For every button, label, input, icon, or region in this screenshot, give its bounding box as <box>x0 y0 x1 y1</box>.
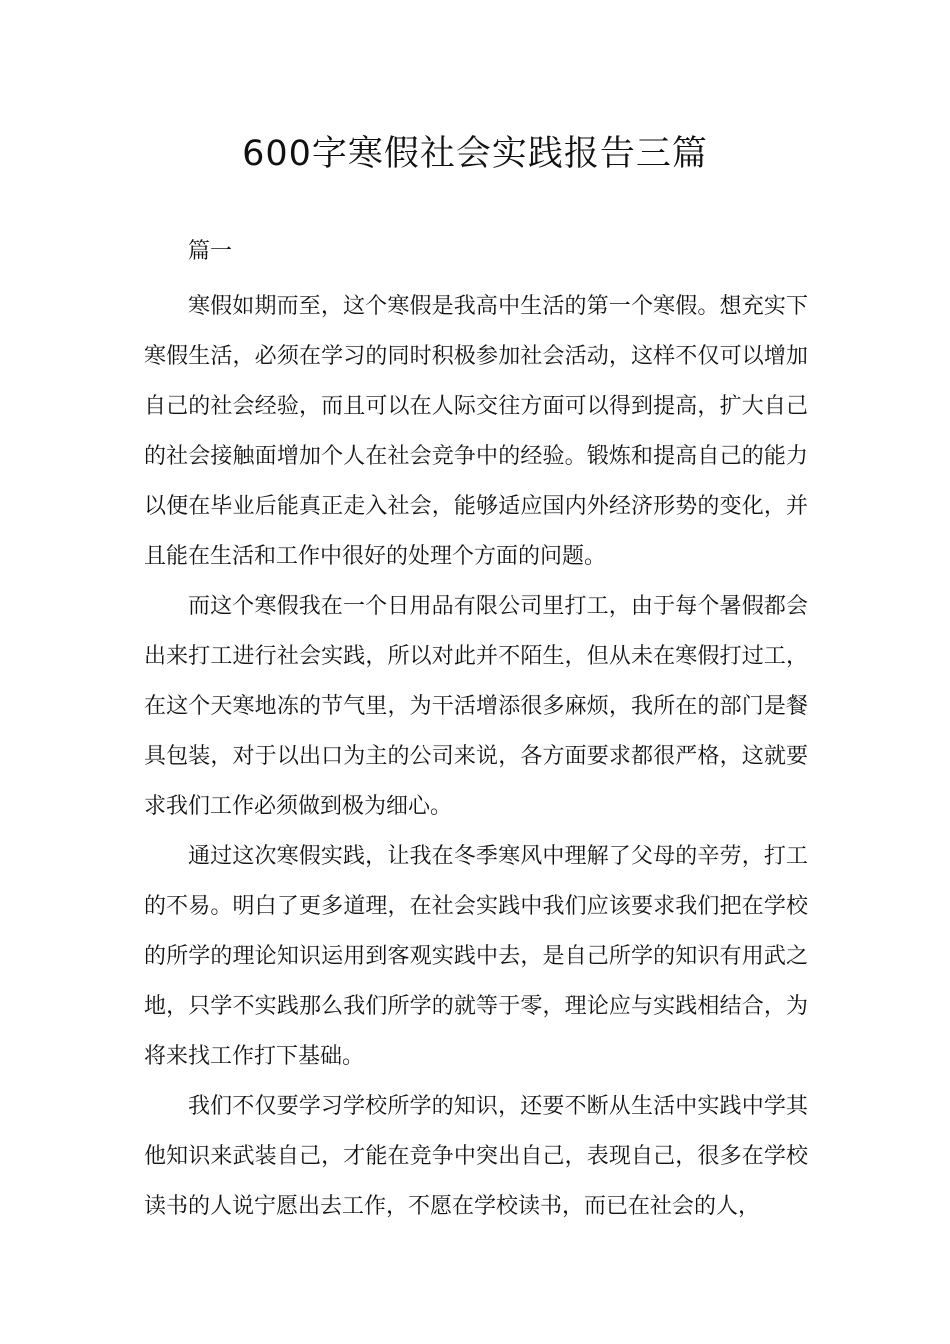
paragraph-3: 通过这次寒假实践，让我在冬季寒风中理解了父母的辛劳，打工的不易。明白了更多道理，在社会实践中我们应该要求我们把在学校的所学的理论知识运用到客观实践中去，是自己所学的知识有用武之地，只学不实践那么我们所学的就等于零，理论应与实践相结合，为将来找工作打下基础。 <box>144 844 808 1069</box>
document-title: 600字寒假社会实践报告三篇 <box>242 134 708 174</box>
paragraph-2: 而这个寒假我在一个日用品有限公司里打工，由于每个暑假都会出来打工进行社会实践，所以对此并不陌生，但从未在寒假打过工，在这个天寒地冻的节气里，为干活增添很多麻烦，我所在的部门是餐具包装，对于以出口为主的公司来说，各方面要求都很严格，这就要求我们工作必须做到极为细心。 <box>144 594 808 819</box>
section-heading: 篇一 <box>188 239 233 264</box>
paragraph-1: 寒假如期而至，这个寒假是我高中生活的第一个寒假。想充实下寒假生活，必须在学习的同时积极参加社会活动，这样不仅可以增加自己的社会经验，而且可以在人际交往方面可以得到提高，扩大自己的社会接触面增加个人在社会竞争中的经验。锻炼和提高自己的能力以便在毕业后能真正走入社会，能够适应国内外经济形势的变化，并且能在生活和工作中很好的处理个方面的问题。 <box>144 294 808 569</box>
document-body <box>144 282 808 1232</box>
paragraph-4: 我们不仅要学习学校所学的知识，还要不断从生活中实践中学其他知识来武装自己，才能在竞争中突出自己，表现自己，很多在学校读书的人说宁愿出去工作，不愿在学校读书，而已在社会的人， <box>144 1094 808 1219</box>
